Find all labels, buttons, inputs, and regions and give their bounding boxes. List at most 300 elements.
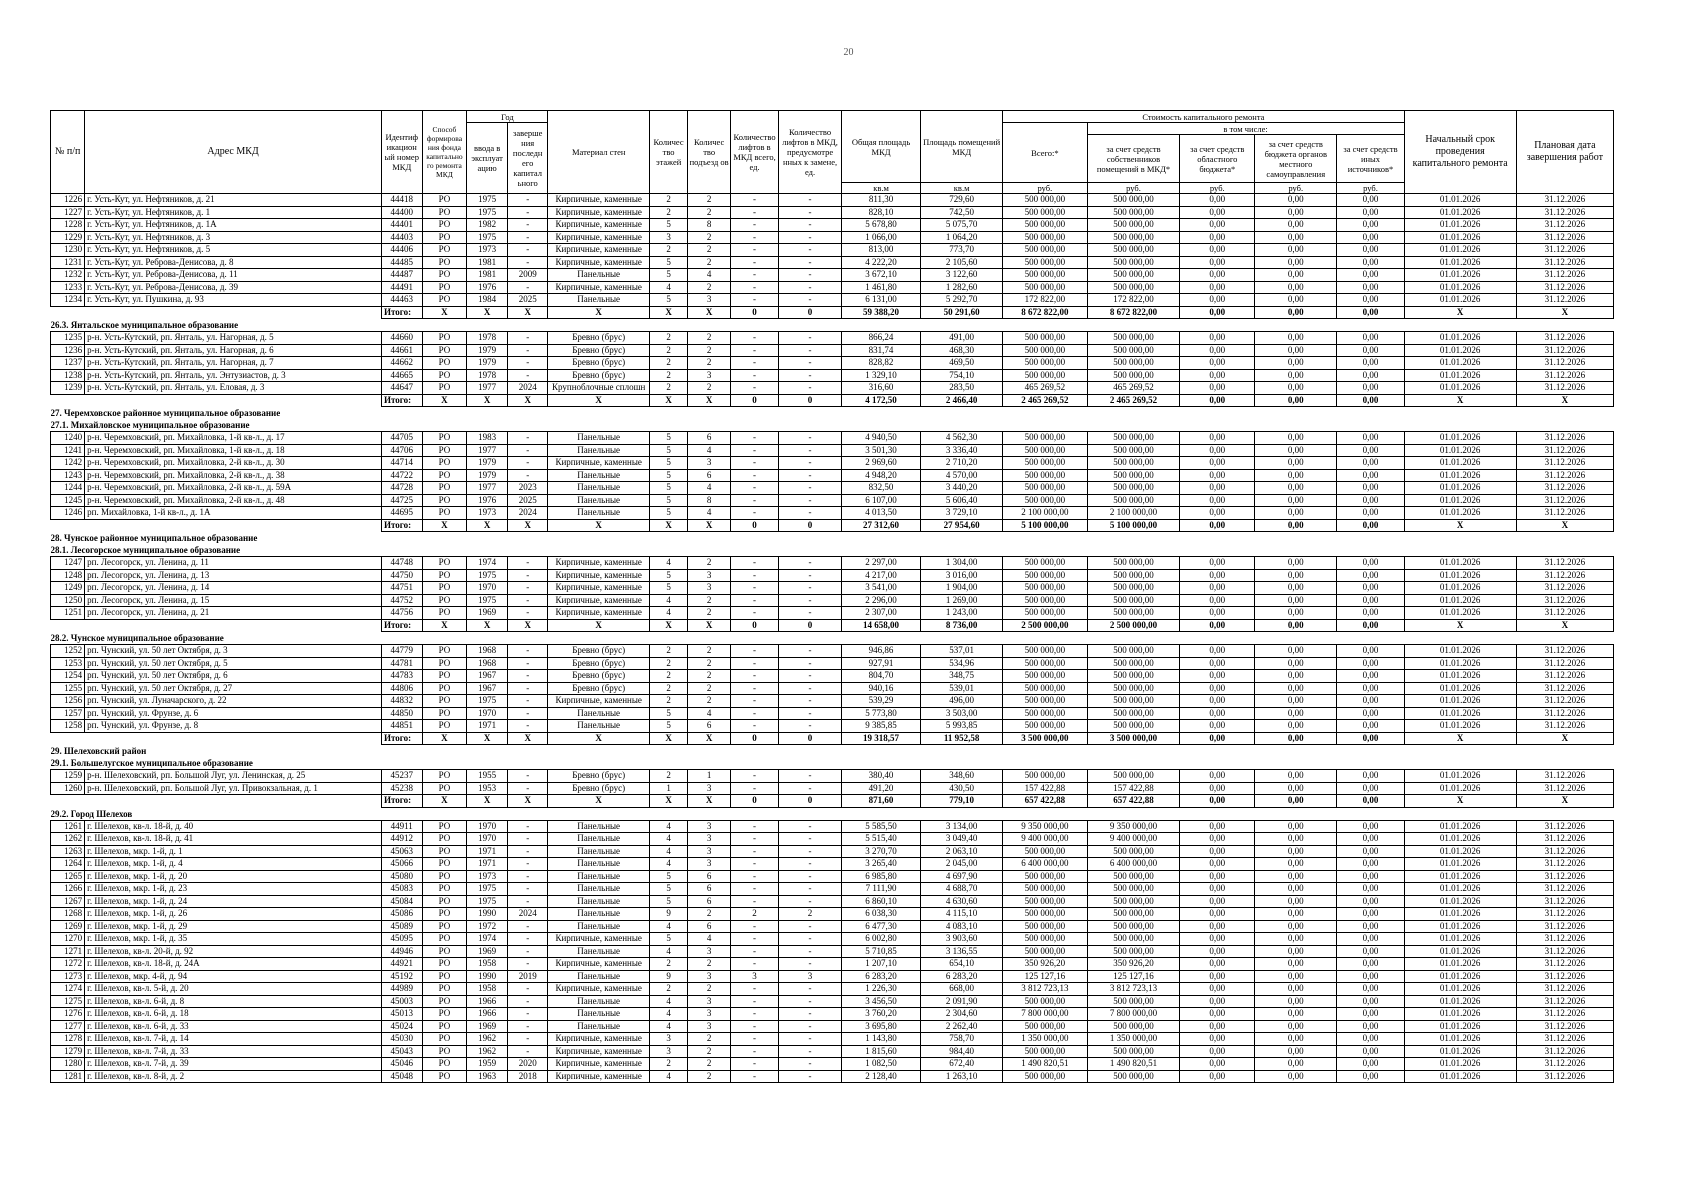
table-cell: Панельные: [548, 269, 649, 282]
total-cell: 59 388,20: [842, 306, 921, 319]
total-cell: X: [548, 619, 649, 632]
table-cell: 31.12.2026: [1516, 432, 1613, 445]
table-cell: 5: [649, 469, 687, 482]
table-row: [51, 770, 1614, 783]
table-cell: 0,00: [1180, 457, 1255, 470]
table-cell: -: [779, 369, 842, 382]
table-cell: 1975: [467, 883, 508, 896]
table-cell: 01.01.2026: [1404, 933, 1516, 946]
table-cell: Кирпичные, каменные: [548, 557, 649, 570]
table-cell: Бревно (брус): [548, 344, 649, 357]
table-cell: РО: [422, 833, 467, 846]
table-cell: 01.01.2026: [1404, 369, 1516, 382]
table-cell: 4 948,20: [842, 469, 921, 482]
table-cell: 44832: [381, 695, 422, 708]
table-cell: 4: [688, 707, 731, 720]
table-cell: 9: [649, 908, 687, 921]
total-cell: 0,00: [1337, 619, 1404, 632]
table-cell: 832,50: [842, 482, 921, 495]
table-cell: 1241: [51, 444, 85, 457]
table-cell: 1969: [467, 1020, 508, 1033]
table-cell: РО: [422, 219, 467, 232]
table-cell: 1975: [467, 895, 508, 908]
table-cell: 2 969,60: [842, 457, 921, 470]
total-cell: X: [649, 619, 687, 632]
address-cell: г. Шелехов, кв-л. 6-й, д. 33: [85, 1020, 382, 1033]
table-cell: 0,00: [1180, 820, 1255, 833]
table-cell: 0,00: [1255, 782, 1337, 795]
table-cell: 500 000,00: [1003, 1070, 1087, 1083]
table-cell: 2 304,60: [921, 1008, 1003, 1021]
table-cell: -: [779, 1020, 842, 1033]
table-cell: РО: [422, 569, 467, 582]
table-cell: Панельные: [548, 845, 649, 858]
total-cell: X: [649, 795, 687, 808]
table-row: [51, 219, 1614, 232]
table-cell: 0,00: [1337, 945, 1404, 958]
table-cell: -: [731, 294, 779, 307]
table-cell: 2: [649, 1058, 687, 1071]
table-cell: -: [779, 682, 842, 695]
table-cell: 1244: [51, 482, 85, 495]
total-cell: X: [649, 306, 687, 319]
table-cell: 01.01.2026: [1404, 670, 1516, 683]
table-cell: 0,00: [1337, 1058, 1404, 1071]
table-cell: 1240: [51, 432, 85, 445]
table-cell: 3 541,00: [842, 582, 921, 595]
table-cell: 31.12.2026: [1516, 344, 1613, 357]
table-cell: 0,00: [1337, 1033, 1404, 1046]
table-cell: 500 000,00: [1087, 231, 1180, 244]
section-heading: 29.1. Большелугское муниципальное образование: [50, 758, 253, 768]
table-cell: 0,00: [1255, 707, 1337, 720]
unit-total-area: кв.м: [842, 183, 921, 194]
page-number: 20: [843, 47, 854, 58]
table-cell: 1979: [467, 357, 508, 370]
table-cell: 3 134,00: [921, 820, 1003, 833]
total-row-spacer: [51, 619, 382, 632]
table-cell: РО: [422, 432, 467, 445]
address-cell: г. Шелехов, мкр. 1-й, д. 4: [85, 858, 382, 871]
table-row: [51, 1045, 1614, 1058]
table-cell: Кирпичные, каменные: [548, 256, 649, 269]
table-cell: 31.12.2026: [1516, 206, 1613, 219]
table-cell: -: [507, 707, 548, 720]
table-row: [51, 970, 1614, 983]
col-year: Год: [467, 111, 548, 123]
table-cell: 0,00: [1337, 845, 1404, 858]
col-lifts: Количество лифтов в МКД всего, ед.: [731, 111, 779, 194]
table-cell: 2: [688, 206, 731, 219]
table-cell: 1281: [51, 1070, 85, 1083]
table-cell: 31.12.2026: [1516, 569, 1613, 582]
table-cell: 31.12.2026: [1516, 1033, 1613, 1046]
table-cell: 537,01: [921, 645, 1003, 658]
table-cell: 0,00: [1255, 469, 1337, 482]
table-cell: 0,00: [1180, 845, 1255, 858]
table-cell: 500 000,00: [1003, 444, 1087, 457]
table-cell: 1273: [51, 970, 85, 983]
table-cell: -: [779, 357, 842, 370]
table-cell: 5 710,85: [842, 945, 921, 958]
table-cell: 2: [649, 657, 687, 670]
table-cell: 2: [688, 645, 731, 658]
table-row: [51, 670, 1614, 683]
table-cell: 0,00: [1337, 194, 1404, 207]
table-cell: 31.12.2026: [1516, 269, 1613, 282]
table-cell: 3 812 723,13: [1003, 983, 1087, 996]
table-cell: 500 000,00: [1087, 933, 1180, 946]
table-cell: РО: [422, 557, 467, 570]
table-cell: 0,00: [1255, 294, 1337, 307]
section-heading: 28.2. Чунское муниципальное образование: [50, 633, 224, 643]
table-cell: 0,00: [1255, 482, 1337, 495]
total-cell: X: [688, 394, 731, 407]
table-cell: 31.12.2026: [1516, 895, 1613, 908]
table-cell: 01.01.2026: [1404, 194, 1516, 207]
table-cell: 3: [688, 1008, 731, 1021]
table-cell: -: [507, 332, 548, 345]
table-cell: -: [779, 1058, 842, 1071]
table-cell: Кирпичные, каменные: [548, 281, 649, 294]
table-cell: -: [507, 469, 548, 482]
table-cell: 1971: [467, 845, 508, 858]
total-row: [51, 306, 1614, 319]
table-cell: -: [731, 657, 779, 670]
table-cell: РО: [422, 231, 467, 244]
table-cell: 0,00: [1337, 594, 1404, 607]
table-cell: 0,00: [1180, 1045, 1255, 1058]
section-heading-row: [51, 745, 1614, 758]
table-cell: 6 860,10: [842, 895, 921, 908]
table-cell: 0,00: [1255, 682, 1337, 695]
table-cell: 1977: [467, 444, 508, 457]
table-cell: 01.01.2026: [1404, 720, 1516, 733]
table-cell: 0,00: [1180, 670, 1255, 683]
table-cell: 4: [688, 933, 731, 946]
table-cell: 0,00: [1337, 695, 1404, 708]
table-cell: 0,00: [1255, 1033, 1337, 1046]
table-cell: 01.01.2026: [1404, 657, 1516, 670]
total-cell: 2 465 269,52: [1087, 394, 1180, 407]
table-cell: 44695: [381, 507, 422, 520]
table-cell: 3: [688, 945, 731, 958]
table-cell: 0,00: [1255, 970, 1337, 983]
table-cell: 0,00: [1180, 945, 1255, 958]
table-cell: 3: [688, 582, 731, 595]
col-total-area: Общая площадь МКД: [842, 111, 921, 183]
col-year-commission: ввода в эксплуат ацию: [467, 123, 508, 194]
table-cell: 0,00: [1255, 1045, 1337, 1058]
table-cell: 2: [649, 332, 687, 345]
table-cell: 44406: [381, 244, 422, 257]
address-cell: р-н. Усть-Кутский, рп. Янталь, ул. Нагорная, д. 6: [85, 344, 382, 357]
table-cell: 0,00: [1337, 682, 1404, 695]
table-cell: 1984: [467, 294, 508, 307]
table-row: [51, 281, 1614, 294]
table-cell: 0,00: [1180, 206, 1255, 219]
table-cell: 5 993,85: [921, 720, 1003, 733]
total-cell: 0: [731, 519, 779, 532]
table-row: [51, 945, 1614, 958]
table-cell: 3 903,60: [921, 933, 1003, 946]
table-cell: 500 000,00: [1087, 883, 1180, 896]
table-cell: 31.12.2026: [1516, 995, 1613, 1008]
table-cell: 45080: [381, 870, 422, 883]
table-cell: Бревно (брус): [548, 332, 649, 345]
table-cell: 5: [649, 256, 687, 269]
table-cell: Панельные: [548, 870, 649, 883]
table-cell: 0,00: [1180, 569, 1255, 582]
table-cell: 1 304,00: [921, 557, 1003, 570]
table-cell: 0,00: [1337, 1045, 1404, 1058]
table-cell: 0,00: [1180, 895, 1255, 908]
table-cell: -: [507, 557, 548, 570]
table-cell: РО: [422, 682, 467, 695]
total-cell: X: [1404, 306, 1516, 319]
table-cell: -: [507, 858, 548, 871]
table-cell: -: [507, 695, 548, 708]
table-row: [51, 594, 1614, 607]
table-cell: 3 729,10: [921, 507, 1003, 520]
table-cell: -: [507, 256, 548, 269]
table-row: [51, 995, 1614, 1008]
table-cell: 45237: [381, 770, 422, 783]
table-cell: 0,00: [1180, 256, 1255, 269]
table-cell: 5: [649, 444, 687, 457]
table-cell: 2 296,00: [842, 594, 921, 607]
table-cell: 500 000,00: [1087, 720, 1180, 733]
table-cell: -: [507, 983, 548, 996]
col-including: в том числе:: [1087, 123, 1404, 135]
section-heading: 29. Шелеховский район: [50, 746, 147, 756]
section-heading-row: [51, 807, 1614, 820]
table-cell: 500 000,00: [1003, 432, 1087, 445]
table-cell: 0,00: [1180, 607, 1255, 620]
table-cell: Кирпичные, каменные: [548, 582, 649, 595]
table-cell: 500 000,00: [1087, 194, 1180, 207]
table-cell: 1973: [467, 244, 508, 257]
table-cell: 0,00: [1255, 895, 1337, 908]
table-cell: 31.12.2026: [1516, 983, 1613, 996]
table-cell: 0,00: [1180, 682, 1255, 695]
table-cell: 1958: [467, 983, 508, 996]
table-cell: 01.01.2026: [1404, 269, 1516, 282]
total-row: [51, 519, 1614, 532]
table-cell: 4: [649, 845, 687, 858]
table-cell: -: [507, 457, 548, 470]
table-cell: 0,00: [1255, 582, 1337, 595]
table-cell: 0,00: [1255, 281, 1337, 294]
total-row: [51, 732, 1614, 745]
table-cell: 500 000,00: [1087, 770, 1180, 783]
table-cell: 0,00: [1255, 645, 1337, 658]
section-heading: 29.2. Город Шелехов: [50, 808, 133, 819]
table-cell: 172 822,00: [1003, 294, 1087, 307]
table-cell: -: [779, 1008, 842, 1021]
address-cell: рп. Чунский, ул. Фрунзе, д. 6: [85, 707, 382, 720]
table-cell: РО: [422, 1020, 467, 1033]
table-cell: 31.12.2026: [1516, 494, 1613, 507]
table-cell: 31.12.2026: [1516, 482, 1613, 495]
table-row: [51, 294, 1614, 307]
table-cell: Кирпичные, каменные: [548, 958, 649, 971]
total-row-spacer: [51, 306, 382, 319]
section-heading-row: [51, 419, 1614, 432]
address-cell: г. Усть-Кут, ул. Реброва-Денисова, д. 11: [85, 269, 382, 282]
table-cell: 729,60: [921, 194, 1003, 207]
table-cell: 500 000,00: [1087, 582, 1180, 595]
total-cell: X: [649, 394, 687, 407]
table-cell: 1 461,80: [842, 281, 921, 294]
table-cell: 5: [649, 494, 687, 507]
table-cell: 1230: [51, 244, 85, 257]
total-row-spacer: [51, 732, 382, 745]
address-cell: г. Шелехов, кв-л. 5-й, д. 20: [85, 983, 382, 996]
total-cell: 0: [779, 306, 842, 319]
address-cell: г. Шелехов, мкр. 1-й, д. 1: [85, 845, 382, 858]
table-cell: 1250: [51, 594, 85, 607]
table-cell: 1245: [51, 494, 85, 507]
table-cell: 0,00: [1337, 432, 1404, 445]
col-cost-group: Стоимость капитального ремонта: [1003, 111, 1404, 123]
table-row: [51, 494, 1614, 507]
table-cell: 44779: [381, 645, 422, 658]
total-cell: 0,00: [1337, 306, 1404, 319]
table-cell: 1275: [51, 995, 85, 1008]
table-cell: Бревно (брус): [548, 369, 649, 382]
table-cell: 0,00: [1180, 482, 1255, 495]
table-cell: РО: [422, 1045, 467, 1058]
table-row: [51, 720, 1614, 733]
table-cell: 3: [649, 1033, 687, 1046]
table-row: [51, 1070, 1614, 1083]
table-cell: 0,00: [1337, 1008, 1404, 1021]
table-cell: 45066: [381, 858, 422, 871]
table-cell: -: [779, 782, 842, 795]
table-cell: 1 243,00: [921, 607, 1003, 620]
table-cell: 500 000,00: [1003, 645, 1087, 658]
table-cell: 0,00: [1255, 194, 1337, 207]
table-cell: РО: [422, 657, 467, 670]
table-cell: 0,00: [1180, 958, 1255, 971]
table-cell: -: [779, 845, 842, 858]
table-cell: -: [779, 945, 842, 958]
table-cell: 5: [649, 482, 687, 495]
table-cell: РО: [422, 507, 467, 520]
address-cell: г. Шелехов, кв-л. 7-й, д. 39: [85, 1058, 382, 1071]
table-cell: 1232: [51, 269, 85, 282]
table-cell: 31.12.2026: [1516, 557, 1613, 570]
table-cell: 0,00: [1180, 382, 1255, 395]
table-cell: 01.01.2026: [1404, 607, 1516, 620]
table-cell: 3 016,00: [921, 569, 1003, 582]
table-cell: 758,70: [921, 1033, 1003, 1046]
table-cell: 1 329,10: [842, 369, 921, 382]
table-cell: 6 038,30: [842, 908, 921, 921]
col-material: Материал стен: [548, 111, 649, 194]
table-cell: 0,00: [1180, 645, 1255, 658]
table-cell: -: [779, 557, 842, 570]
table-cell: 01.01.2026: [1404, 1033, 1516, 1046]
col-start: Начальный срок проведения капитального ремонта: [1404, 111, 1516, 194]
address-cell: рп. Лесогорск, ул. Ленина, д. 11: [85, 557, 382, 570]
table-cell: 500 000,00: [1003, 194, 1087, 207]
total-cell: 0,00: [1255, 519, 1337, 532]
table-cell: -: [731, 858, 779, 871]
table-cell: 1 269,00: [921, 594, 1003, 607]
table-cell: Панельные: [548, 908, 649, 921]
table-cell: -: [731, 1020, 779, 1033]
table-cell: 500 000,00: [1087, 645, 1180, 658]
table-cell: 2 297,00: [842, 557, 921, 570]
table-cell: 0,00: [1255, 357, 1337, 370]
table-cell: 1269: [51, 920, 85, 933]
table-cell: -: [779, 833, 842, 846]
address-cell: г. Шелехов, мкр. 1-й, д. 23: [85, 883, 382, 896]
table-cell: 1982: [467, 219, 508, 232]
table-cell: РО: [422, 382, 467, 395]
table-cell: 4 940,50: [842, 432, 921, 445]
table-cell: 2024: [507, 382, 548, 395]
table-cell: 500 000,00: [1003, 607, 1087, 620]
table-cell: 2 307,00: [842, 607, 921, 620]
total-cell: 5 100 000,00: [1003, 519, 1087, 532]
table-cell: 3: [688, 833, 731, 846]
table-row: [51, 357, 1614, 370]
table-cell: 2: [688, 244, 731, 257]
total-cell: 0,00: [1337, 519, 1404, 532]
table-cell: 0,00: [1180, 695, 1255, 708]
table-row: [51, 920, 1614, 933]
table-cell: 0,00: [1180, 281, 1255, 294]
table-cell: 0,00: [1180, 995, 1255, 1008]
table-cell: 2: [649, 206, 687, 219]
table-cell: 0,00: [1255, 432, 1337, 445]
table-cell: РО: [422, 269, 467, 282]
table-cell: 500 000,00: [1003, 933, 1087, 946]
table-cell: 1963: [467, 1070, 508, 1083]
total-cell: 0,00: [1337, 732, 1404, 745]
total-cell: 657 422,88: [1087, 795, 1180, 808]
table-row: [51, 256, 1614, 269]
table-cell: 0,00: [1180, 557, 1255, 570]
table-cell: 0,00: [1337, 983, 1404, 996]
table-cell: -: [507, 582, 548, 595]
table-cell: -: [731, 670, 779, 683]
address-cell: р-н. Черемховский, рп. Михайловка, 2-й кв-л., д. 59А: [85, 482, 382, 495]
table-cell: 3: [688, 1020, 731, 1033]
table-cell: 01.01.2026: [1404, 920, 1516, 933]
table-cell: 500 000,00: [1003, 256, 1087, 269]
table-cell: РО: [422, 845, 467, 858]
table-cell: 500 000,00: [1087, 682, 1180, 695]
table-cell: 0,00: [1337, 219, 1404, 232]
table-cell: Крупноблочные сплошн: [548, 382, 649, 395]
table-cell: 01.01.2026: [1404, 782, 1516, 795]
table-cell: 5 773,80: [842, 707, 921, 720]
table-cell: РО: [422, 870, 467, 883]
table-cell: 2: [649, 194, 687, 207]
total-cell: X: [548, 306, 649, 319]
table-cell: -: [507, 444, 548, 457]
table-cell: 0,00: [1337, 369, 1404, 382]
table-row: [51, 482, 1614, 495]
total-cell: 871,60: [842, 795, 921, 808]
table-cell: 500 000,00: [1003, 945, 1087, 958]
table-cell: 31.12.2026: [1516, 607, 1613, 620]
table-cell: 1970: [467, 820, 508, 833]
